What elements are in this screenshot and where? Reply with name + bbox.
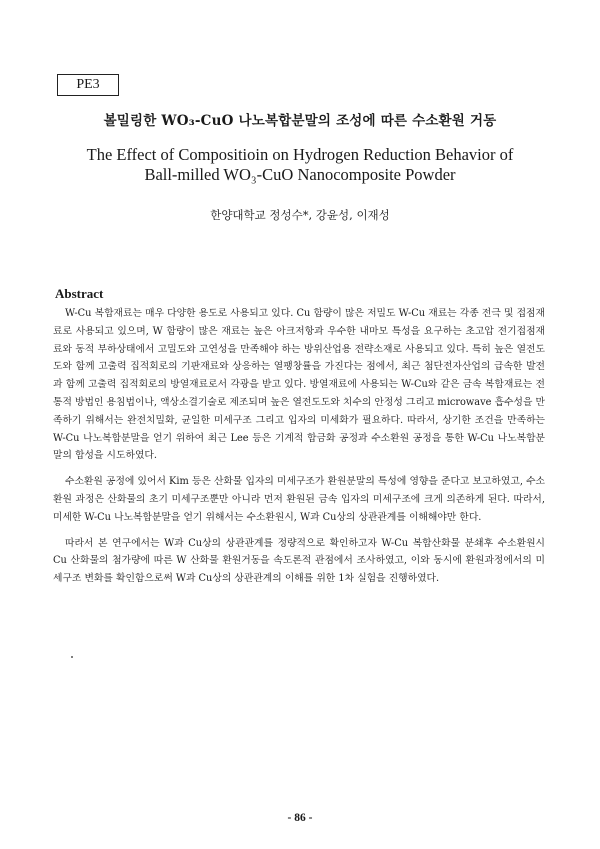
session-code-box: PE3 <box>57 74 119 96</box>
abstract-paragraph-3: 따라서 본 연구에서는 W과 Cu상의 상관관계를 정량적으로 확인하고자 W-Cu 복합산화물 분쇄후 수소환원시 Cu 산화물의 첨가량에 따른 W 산화물 환원거동을 속도론적 관점에서 조사하였고, 이와 동시에 환원과정에서의 미세구조 변화를 확인함으로써 W과 Cu상의 상관관계의 이해를 위한 1차 실험을 진행하였다. <box>53 537 545 585</box>
abstract-heading: Abstract <box>55 286 104 301</box>
english-title-line-1: The Effect of Compositioin on Hydrogen Reduction Behavior of <box>86 145 514 164</box>
abstract-paragraph-1: W-Cu 복합재료는 매우 다양한 용도로 사용되고 있다. Cu 함량이 많은 저밀도 W-Cu 재료는 각종 전극 및 접점재료로 사용되고 있으며, W 함량이 많은 재료는 높은 아크저항과 우수한 내마모 특성을 요구하는 초고압 전기접점재료와 동적 부하상태에서 고밀도와 고연성을 만족해야 하는 방위산업용 전략소재로 사용되고 있다. 특히 높은 열전도도와 함께 고출력 집적회로의 기판재료와 상응하는 열팽창률을 가진다는 점에서, 최근 첨단전자산업의 급속한 발전과 함께 고출력 집적회로의 방열재료로서 각광을 받고 있다. 방열재료에 사용되는 W-Cu와 같은 금속 복합재료는 전통적 방법인 용침법이나, 액상소결기술로 제조되며 높은 열전도도와 치수의 안정성 그리고 microwave 흡수성을 만족하기 위해서는 완전치밀화, 균일한 미세구조 그리고 입자의 미세화가 필요하다. 따라서, 상기한 조건을 만족하는 W-Cu 나노복합분말을 얻기 위하여 최근 Lee 등은 기계적 합금화 공정과 수소환원 공정을 통한 W-Cu 나노복합분말의 합성을 시도하였다. <box>53 308 546 462</box>
abstract-paragraph-2: 수소환원 공정에 있어서 Kim 등은 산화물 입자의 미세구조가 환원분말의 특성에 영향을 준다고 보고하였고, 수소환원 과정은 산화물의 초기 미세구조뿐만 아니라 먼저 환원된 금속 입자의 미세구조에 크게 의존하게 된다. 따라서, 미세한 W-Cu 나노복합분말을 얻기 위해서는 수소환원시, W과 Cu상의 상관관계를 이해해야만 한다. <box>53 476 545 523</box>
korean-title: 볼밀링한 WO₃-CuO 나노복합분말의 조성에 따른 수소환원 거동 <box>103 113 497 129</box>
english-title-line-2: Ball-milled WO₃-CuO Nanocomposite Powder <box>144 165 456 184</box>
english-title <box>0 145 600 185</box>
page-number: - 86 - <box>287 812 313 824</box>
authors: 한양대학교 정성수*, 강윤성, 이재성 <box>210 208 390 222</box>
abstract-body <box>53 305 545 588</box>
stray-mark <box>71 656 73 658</box>
